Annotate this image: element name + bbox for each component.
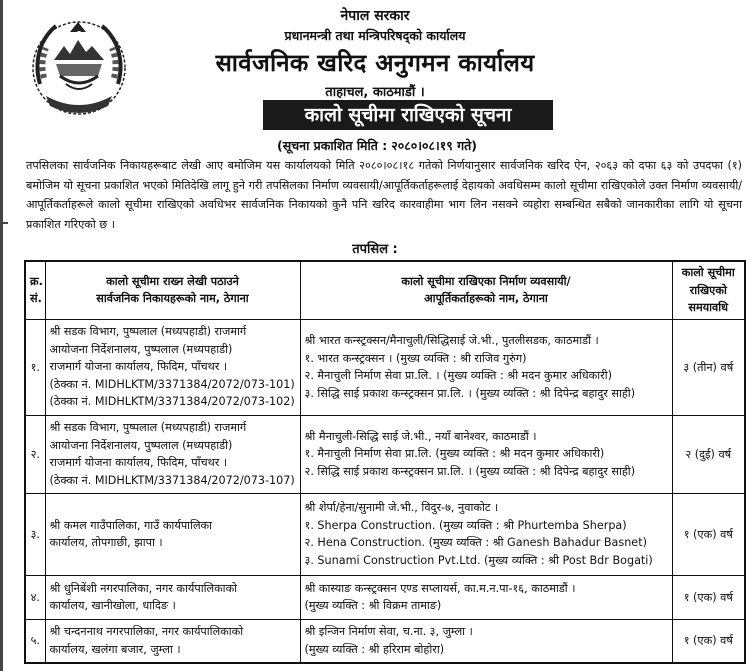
row-firm-cell [300, 619, 672, 663]
row-firm-cell [300, 575, 672, 619]
firm-line: श्री कास्याङ कन्स्ट्रक्सन एण्ड सप्लायर्स, का.म.न.पा-१६, काठमाडौं । [304, 581, 576, 595]
row-agency-cell [45, 575, 300, 619]
firm-line: २. सिद्धि साई प्रकाश कन्स्ट्रक्सन प्रा.लि. । (मुख्य व्यक्ति : श्री दिपेन्द्र बहादुर साही) [304, 464, 636, 478]
table-header-row [25, 261, 745, 319]
agency-line: श्री सडक विभाग, पुष्पलाल (मध्यपहाडी) राजमार्ग [49, 325, 247, 339]
publication-date-line [0, 137, 750, 154]
agency-line: श्री कमल गाउँपालिका, गाउँ कार्यपालिका [49, 518, 213, 532]
table-row [25, 575, 745, 619]
row-firm-cell [300, 493, 672, 575]
header-blacklisted-firm [300, 261, 672, 319]
firm-line: (मुख्य व्यक्ति : श्री हरिराम बोहोरा) [304, 642, 445, 656]
firm-line: १. Sherpa Construction. (मुख्य व्यक्ति : श्री Phurtemba Sherpa) [304, 518, 627, 532]
row-serial-number: २. [25, 415, 45, 493]
row-duration: १ (एक) वर्ष [672, 493, 745, 575]
firm-line: (मुख्य व्यक्ति : श्री विक्रम तामाङ) [304, 599, 442, 612]
agency-line: (ठेक्का नं. MIDHLKTM/3371384/2072/073-107) [49, 473, 295, 487]
row-duration: २ (दुई) वर्ष [672, 415, 745, 493]
row-duration: १ (एक) वर्ष [672, 619, 745, 663]
header-firm-line: कालो सूचीमा राखिएका निर्माण व्यवसायी/ [401, 274, 571, 288]
header-sn-line: सं. [30, 292, 42, 306]
agency-line: राजमार्ग योजना कार्यालय, फिदिम, पाँचथर । [49, 456, 228, 469]
table-row [25, 415, 745, 493]
agency-line: आयोजना निर्देशनालय, पुष्पलाल (मध्यपहाडी) [49, 438, 233, 452]
header-duration-line: समयावधि [688, 301, 729, 314]
header-agency-line: कालो सूचीमा राख्न लेखी पठाउने [106, 274, 239, 288]
blacklist-table [24, 260, 746, 664]
page-edge [0, 0, 3, 671]
header-duration-line: कालो सूचीमा [681, 266, 735, 279]
agency-line: आयोजना निर्देशनालय, पुष्पलाल (मध्यपहाडी) [49, 342, 233, 356]
firm-line: श्री इन्जिन निर्माण सेवा, च.ना. ३, जुम्ला । [304, 625, 473, 639]
firm-line: २. Hena Construction. (मुख्य व्यक्ति : श्री Ganesh Bahadur Basnet) [304, 536, 647, 549]
government-name: नेपाल सरकार [340, 8, 410, 24]
header-firm-line: आपूर्तिकर्ताहरूको नाम, ठेगाना [424, 292, 548, 306]
schedule-label: तपसिल : [352, 242, 398, 257]
header-agency-line: सार्वजनिक निकायहरूको नाम, ठेगाना [96, 292, 249, 306]
header-requesting-agency [45, 261, 300, 319]
firm-line: १. भारत कन्स्ट्रक्सन । (मुख्य व्यक्ति : श्री राजिव गुरुंग) [304, 351, 527, 365]
agency-line: श्री चन्दननाथ नगरपालिका, नगर कार्यपालिकाको [49, 625, 244, 639]
agency-line: कार्यालय, खलंगा बजार, जुम्ला । [49, 642, 181, 656]
agency-line: राजमार्ग योजना कार्यालय, फिदिम, पाँचथर । [49, 360, 228, 374]
row-serial-number: ४. [25, 575, 45, 619]
agency-line: श्री सडक विभाग, पुष्पलाल (मध्यपहाडी) राजमार्ग [49, 421, 247, 434]
row-serial-number: १. [25, 319, 45, 415]
row-agency-cell [45, 493, 300, 575]
header-sn-line: क्र. [30, 274, 43, 288]
publication-date-label: (सूचना प्रकाशित मिति : [277, 138, 388, 153]
agency-name: सार्वजनिक खरिद अनुगमन कार्यालय [215, 49, 535, 77]
agency-line: कार्यालय, खानीखोला, धादिङ । [49, 599, 176, 612]
firm-line: १. मैनाचुली निर्माण सेवा प्रा.लि. (मुख्य व्यक्ति : श्री मदन कुमार अधिकारी) [304, 447, 605, 461]
agency-line: (ठेक्का नं. MIDHLKTM/3371384/2072/073-101) [49, 377, 295, 391]
table-row [25, 619, 745, 663]
firm-line: श्री भारत कन्स्ट्रक्सन/मैनाचुली/सिद्धिसाई जे.भी., पुतलीसडक, काठमाडौं । [304, 334, 599, 347]
row-serial-number: ३. [25, 493, 45, 575]
row-duration: १ (एक) वर्ष [672, 575, 745, 619]
agency-line: कार्यालय, तोपगाछी, झापा । [49, 536, 163, 549]
ministry-office-name: प्रधानमन्त्री तथा मन्त्रिपरिषद्को कार्यालय [284, 28, 466, 43]
firm-line: श्री मैनाचुली-सिद्धि साई जे.भी., नयाँ बानेश्वर, काठमाडौं । [304, 429, 537, 443]
publication-date-value: २०८०।०८।१९ गते) [391, 138, 477, 153]
page-edge-mark [0, 222, 8, 224]
row-serial-number: ५. [25, 619, 45, 663]
firm-line: ३. Sunami Construction Pvt.Ltd. (मुख्य व्यक्ति : श्री Post Bdr Bogati) [304, 553, 653, 567]
table-row [25, 319, 745, 415]
agency-line: श्री धुनिबेंशी नगरपालिका, नगर कार्यपालिकाको [49, 581, 238, 595]
table-row [25, 493, 745, 575]
row-agency-cell [45, 619, 300, 663]
row-agency-cell [45, 319, 300, 415]
notice-title: कालो सूचीमा राखिएको सूचना [263, 100, 553, 130]
firm-line: ३. सिद्धि साई प्रकाश कन्स्ट्रक्सन प्रा.लि. । (मुख्य व्यक्ति : श्री दिपेन्द्र बहादुर साही) [304, 386, 636, 400]
firm-line: २. मैनाचुली निर्माण सेवा प्रा.लि. । (मुख्य व्यक्ति : श्री मदन कुमार अधिकारी) [304, 369, 613, 382]
header-serial-number [25, 261, 45, 319]
agency-line: (ठेक्का नं. MIDHLKTM/3371384/2072/073-102) [49, 395, 295, 409]
row-firm-cell [300, 319, 672, 415]
header-blacklist-duration [672, 261, 745, 319]
agency-address: ताहाचल, काठमाडौं । [325, 85, 425, 100]
header-duration-line: राखिएको [689, 283, 727, 297]
row-agency-cell [45, 415, 300, 493]
row-firm-cell [300, 415, 672, 493]
notice-intro-paragraph: तपसिलका सार्वजनिक निकायहरूबाट लेखी आए बमोजिम यस कार्यालयको मिति २०८०।०८।१८ गतेको निर्णयानुसार सार्वजनिक खरिद ऐन, २०६३ को दफा ६३ को उपदफा (१) बमोजिम यो सूचना प्रकाशित भएको मितिदेखि लागू हुने गरी तपसिलका निर्माण व्यवसायी/आपूर्तिकर्ताहरूलाई देहायको अवधिसम्म कालो सूचीमा राखिएकोले उक्त निर्माण व्यवसायी/आपूर्तिकर्ताहरूले कालो सूचीमा राखिएको अवधिभर सार्वजनिक निकायको कुनै पनि खरिद कारवाहीमा भाग लिन नसक्ने व्यहोरा सम्बन्धित सबैको जानकारीका लागि यो सूचना प्रकाशित गरिएको छ । [26, 159, 742, 231]
firm-line: श्री शेर्पा/हेना/सुनामी जे.भी., विदुर-७, नुवाकोट । [304, 501, 499, 514]
row-duration: ३ (तीन) वर्ष [672, 319, 745, 415]
